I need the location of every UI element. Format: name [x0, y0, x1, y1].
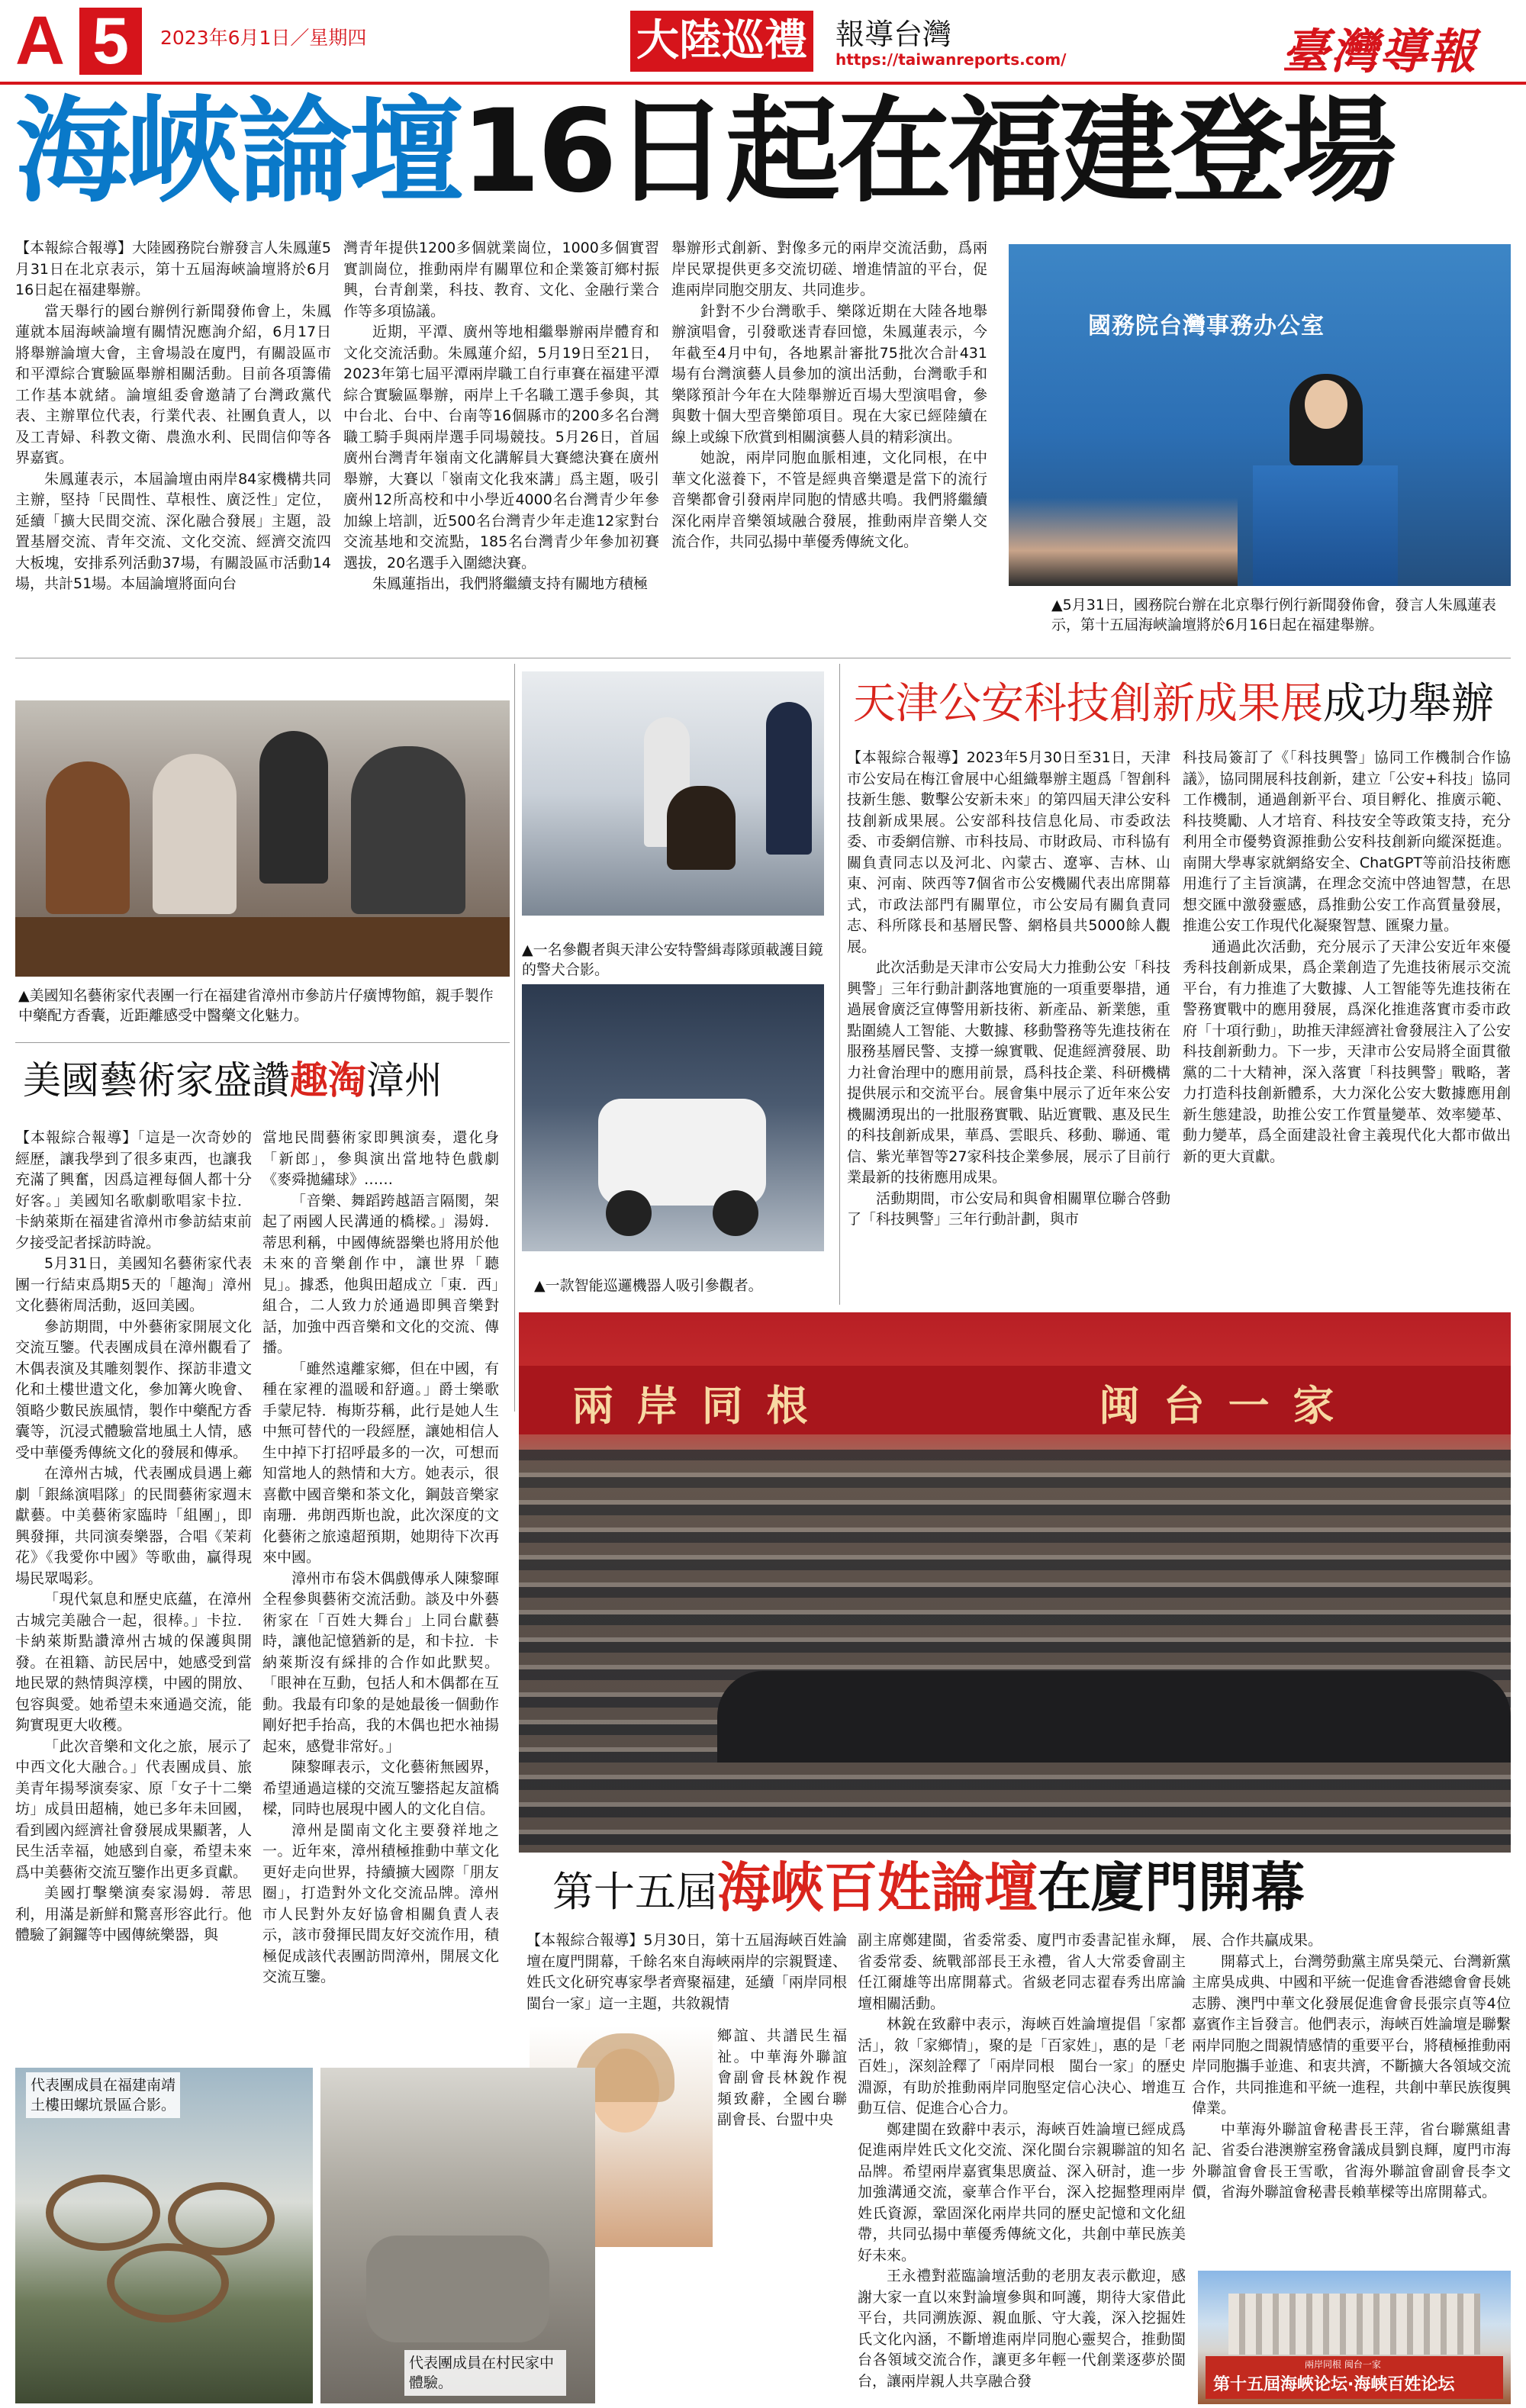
newspaper-logo: 臺灣導報: [1282, 24, 1478, 79]
forum-headline-red: 海峽百姓論壇: [717, 1856, 1038, 1919]
stone-mill-photo: [320, 2068, 595, 2403]
header-rule: [0, 82, 1526, 85]
building-banner-small: 兩岸同根 闽台一家: [1305, 2359, 1381, 2370]
artist-figure-2: [153, 754, 237, 914]
page-number-box: [79, 5, 142, 78]
col-rule-1: [514, 664, 515, 1412]
front-row-guests: [717, 1671, 1511, 1763]
tianjin-headline: [853, 674, 1517, 735]
usa-headline-pre: 美國藝術家盛讚: [23, 1058, 290, 1103]
audience-rows: [519, 1450, 1511, 1853]
spokesperson-face: [1305, 380, 1347, 429]
usa-col1: 【本報綜合報導】「這是一次奇妙的經歷，讓我學到了很多東西，也讓我充滿了興奮，因爲這裡每個人都十分好客。」美國知名歌劇歌唱家卡拉．卡納萊斯在福建省漳州市參訪結束前夕接受記者採訪時說。 5月31日，美國知名藝術家代表團一行結束爲期5天的「趣淘」漳州文化藝術周活動，返回美國。 參訪期間，中外藝術家開展文化交流互鑒。代表團成員在漳州觀看了木偶表演及其雕刻製作、探訪非遺文化和土樓世遺文化，參加篝火晚會、領略少數民族風情，製作中藥配方香囊等，沉浸式體驗當地風土人情，感受中華優秀傳統文化的發展和傳承。 在漳州古城，代表團成員遇上薌劇「銀絲演唱隊」的民間藝術家週末獻藝。中美藝術家臨時「組團」，即興發揮，共同演奏樂器，合唱《茉莉花》《我愛你中國》等歌曲，贏得現場民眾喝彩。 「現代氣息和歷史底蘊，在漳州古城完美融合一起，很棒。」卡拉．卡納萊斯點讚漳州古城的保護與開發。在祖籍、訪民居中，她感受到當地民眾的熱情與淳樸，中國的開放、包容與愛。她希望未來通過交流，能夠實現更大收穫。 「此次音樂和文化之旅，展示了中西文化大融合。」代表團成員、旅美青年揚琴演奏家、原「女子十二樂坊」成員田超楠，她已多年未回國，看到國內經濟社會發展成果顯著，人民生活幸福，她感到自豪，希望未來爲中美藝術交流互鑒作出更多貢獻。 美國打擊樂演奏家湯姆．蒂思利，用滿是新鮮和驚喜形容此行。他體驗了銅鑼等中國傳統樂器，與: [15, 1129, 252, 1943]
tianjin-col2: 科技局簽訂了《「科技興警」協同工作機制合作協議》，協同開展科技創新，建立「公安+科技」協同工作機制，通過創新平台、項目孵化、推廣示範、科技獎勵、人才培育、科技安全等政策支持，充分利用全市優勢資源推動公安科技創新向縱深挺進。南開大學專家就網絡安全、ChatGPT等前沿技術應用進行了主旨演講，在理念交流中啓迪智慧，在思想交匯中激發靈感，爲推動公安工作高質量發展，推進公安工作現代化凝聚智慧、匯聚力量。 通過此次活動，充分展示了天津公安近年來優秀科技創新成果，爲企業創造了先進技術展示交流平台，有力推進了大數據、人工智能等先進技術在警務實戰中的應用發展，爲深化推進落實市委市政府「十項行動」，助推天津經濟社會發展注入了公安科技創新動力。下一步，天津市公安局將全面貫徹黨的二十大精神，深入落實「科技興警」戰略，著力打造科技創新體系，大力深化公安大數據應用創新生態建設，助推公安工作質量變革、效率變革、動力變革，爲全面建設社會主義現代化大都市做出新的更大貢獻。: [1183, 749, 1511, 1165]
tianjin-headline-black: 成功舉辦: [1323, 679, 1494, 729]
main-headline: [15, 85, 1511, 219]
work-table: [15, 917, 510, 977]
brand-line: 報導台灣: [835, 18, 952, 51]
forum-col1-rest: 鄉誼、共譜民生福祉。中華海外聯誼會副會長林銳作視頻致辭，全國台聯副會長、台盟中央: [717, 2027, 847, 2128]
main-headline-black: 16日起在福建登場: [461, 85, 1394, 218]
patrol-robot: [598, 1099, 766, 1206]
section-box: [630, 11, 813, 72]
officer-figure: [766, 702, 812, 855]
podium: [1253, 465, 1398, 586]
artists-sachet-caption: ▲美國知名藝術家代表團一行在福建省漳州市參訪片仔癀博物館，親手製作中藥配方香囊，近距離感受中醫藥文化魅力。: [18, 987, 494, 1024]
artist-figure-1: [46, 761, 130, 914]
rule-2: [15, 1042, 510, 1043]
tianjin-col1: 【本報綜合報導】2023年5月30日至31日，天津市公安局在梅江會展中心組織舉辦主題爲「智創科技新生態、數擊公安新未來」的第四屆天津公安科技創新成果展。公安部科技信息化局、市委政法委、市委網信辦、市科技局、市財政局、市科協有關負責同志以及河北、內蒙古、遼寧、吉林、山東、河南、陝西等7個省市公安機關代表出席開幕式，市政法部門有關單位，市公安局有關負責同志、科所隊長和基層民警、網格員共5000餘人觀展。 此次活動是天津市公安局大力推動公安「科技興警」三年行動計劃落地實施的一項重要舉措，通過展會廣泛宣傳警用新技術、新產品、新業態，重點圍繞人工智能、大數據、移動警務等先進技術在服務基層民警、支撐一線實戰、促進經濟發展、助力社會治理中的應用前景，爲科技企業、科研機構提供展示和交流平台。展會集中展示了近年來公安機關湧現出的一批服務實戰、貼近實戰、惠及民生的科技創新成果，華爲、雲眼兵、移動、聯通、電信、紫光華智等27家科技企業參展，展示了目前行業最新的技術應用成果。 活動期間，市公安局和與會相關單位聯合啓動了「科技興警」三年行動計劃，與市: [847, 749, 1170, 1228]
hall-banner-right: 闽 台 一 家: [1099, 1382, 1339, 1430]
stone-mill: [366, 2236, 549, 2342]
tulou-ring-3: [107, 2243, 229, 2323]
artist-figure-3: [351, 746, 465, 914]
raised-hands: [1009, 497, 1238, 586]
police-dog-photo: [522, 671, 824, 916]
forum-headline-post: 在廈門開幕: [1038, 1856, 1305, 1919]
forum-col3: 展、合作共贏成果。 開幕式上，台灣勞動黨主席吳榮元、台灣新黨主席吳成典、中國和平統一促進會香港總會會長姚志勝、澳門中華文化發展促進會會長張宗貞等4位嘉賓作主旨發言。他們表示，海峽百姓論壇是聯繫兩岸同胞之間親情感情的重要平台，將積極推動兩岸同胞攜手並進、和衷共濟，不斷擴大各領域交流合作，共同推進和平統一進程，共創中華民族復興偉業。 中華海外聯誼會秘書長王萍，省台聯黨組書記、省委台港澳辦室務會議成員劉良輝，廈門市海外聯誼會會長王雪歌，省海外聯誼會副會長李文價，省海外聯誼會秘書長賴華樑等出席開幕式。: [1192, 1932, 1512, 2200]
main-headline-blue: 海峽論壇: [15, 85, 462, 218]
mill-caption: 代表團成員在村民家中體驗。: [404, 2350, 566, 2396]
page-number: 5: [92, 5, 129, 78]
hall-banner-left: 兩 岸 同 根: [572, 1382, 813, 1430]
robot-wheel-right: [713, 1190, 758, 1236]
backdrop-sign: 國務院台灣事務办公室: [1088, 313, 1325, 340]
tulou-photo: [15, 2068, 313, 2403]
press-conference-photo: [1009, 244, 1511, 586]
forum-hall-photo: [519, 1312, 1511, 1853]
patrol-robot-photo: [522, 984, 824, 1251]
article1-col1: 【本報綜合報導】大陸國務院台辦發言人朱鳳蓮5月31日在北京表示，第十五屆海峽論壇將於6月16日起在福建舉辦。 當天舉行的國台辦例行新聞發佈會上，朱鳳蓮就本屆海峽論壇有關情況應詢介紹，6月17日將舉辦論壇大會，主會場設在廈門，有關設區市和平潭綜合實驗區舉辦相關活動。目前各項籌備工作基本就緒。論壇組委會邀請了台灣政黨代表、主辦單位代表，行業代表、社團負責人，以及工青婦、科教文衛、農漁水利、民間信仰等各界嘉賓。 朱鳳蓮表示，本屆論壇由兩岸84家機構共同主辦，堅持「民間性、草根性、廣泛性」定位，延續「擴大民間交流、深化融合發展」主題，設置基層交流、青年交流、文化交流、經濟交流四大板塊，安排系列活動37場，有關設區市活動14場，共計51場。本屆論壇將面向台: [15, 240, 331, 592]
forum-headline-pre: 第十五屆: [552, 1868, 717, 1916]
patrol-robot-caption: ▲一款智能巡邏機器人吸引參觀者。: [534, 1277, 763, 1294]
forum-intro: 【本報綜合報導】5月30日，第十五屆海峽百姓論壇在廈門開幕，千餘名來自海峽兩岸的宗親賢達、姓氏文化研究專家學者齊聚福建，延續「兩岸同根 閩台一家」這一主題，共敘親情: [526, 1932, 862, 2012]
usa-col2: 當地民間藝術家即興演奏，還化身「新郎」，參與演出當地特色戲劇《麥舜拋繡球》…… 「音樂、舞蹈跨越語言隔閡，架起了兩國人民溝通的橋樑。」湯姆．蒂思利稱，中國傳統器樂也將用於他未來的音樂創作中，讓世界「聽見」。據悉，他與田超成立「東．西」組合，二人致力於通過即興音樂對話，加強中西音樂和文化的交流、傳播。 「雖然遠離家鄉，但在中國，有種在家裡的溫暖和舒適。」爵士樂歌手蒙尼特．梅斯芬稱，此行是她人生中無可替代的一段經歷，讓她相信人生中掉下打招呼最多的一次，可想而知當地人的熱情和大方。她表示，很喜歡中國音樂和茶文化，鋼鼓音樂家南珊．弗朗西斯也說，此次深度的文化藝術之旅遠超預期，她期待下次再來中國。 漳州市布袋木偶戲傳承人陳黎暉全程參與藝術交流活動。談及中外藝術家在「百姓大舞台」上同台獻藝時，讓他記憶猶新的是，和卡拉．卡納萊斯沒有綵排的合作如此默契。「眼神在互動，包括人和木偶都在互動。我最有印象的是她最後一個動作剛好把手抬高，我的木偶也把水袖揚起來，感覺非常好。」 陳黎暉表示，文化藝術無國界，希望通過這樣的交流互鑒搭起友誼橋樑，同時也展現中國人的文化自信。 漳州是閩南文化主要發祥地之一。近年來，漳州積極推動中華文化更好走向世界，持續擴大國際「朋友圈」，打造對外文化交流品牌。漳州市人民對外友好協會相關負責人表示，該市發揮民間友好交流作用，積極促成該代表團訪問漳州，開展文化交流互鑒。: [262, 1129, 499, 1985]
artists-sachet-photo: [15, 700, 510, 977]
col-rule-2: [839, 664, 840, 1305]
issue-date: 2023年6月1日／星期四: [160, 27, 367, 49]
usa-headline-red: 趣淘: [290, 1058, 366, 1103]
tulou-caption: 代表團成員在福建南靖土樓田螺坑景區合影。: [26, 2072, 180, 2118]
tulou-ring-1: [46, 2175, 160, 2251]
building-facade: [1228, 2294, 1480, 2355]
robot-wheel-left: [606, 1190, 652, 1236]
forum-col2: 副主席鄭建閩，省委常委、廈門市委書記崔永輝，省委常委、統戰部部長王永禮，省人大常委會副主任江爾雄等出席開幕式。省級老同志翟春秀出席論壇相關活動。 林銳在致辭中表示，海峽百姓論壇提倡「家都活」，敘「家鄉情」，聚的是「百家姓」，惠的是「老百姓」，深刻詮釋了「兩岸同根 閩台一家」的歷史淵源，有助於推動兩岸同胞堅定信心決心、增進互動互信、促進合心合力。 鄭建閩在致辭中表示，海峽百姓論壇已經成爲促進兩岸姓氏文化交流、深化閩台宗親聯誼的知名品牌。希望兩岸嘉賓集思廣益、深入研討，進一步加強溝通交流，豪華合作平台，深入挖掘整理兩岸姓氏資源，鞏固深化兩岸共同的歷史記憶和文化紐帶，共同弘揚中華優秀傳統文化，共創中華民族美好未來。 王永禮對蒞臨論壇活動的老朋友表示歡迎，感謝大家一直以來對論壇參與和呵護，期待大家借此平台，共同溯族源、親血脈、守大義，深入挖掘姓氏文化內涵，不斷增進兩岸同胞心靈契合，推動閩台各領域交流合作，讓更多年輕一代創業逐夢於閩台，讓兩岸親人共享融合發: [858, 1932, 1186, 2390]
article1-col3: 舉辦形式創新、對像多元的兩岸交流活動，爲兩岸民眾提供更多交流切磋、增進情誼的平台，促進兩岸同胞交朋友、共同進步。 針對不少台灣歌手、樂隊近期在大陸各地舉辦演唱會，引發歌迷青春回憶，朱鳳蓮表示，今年截至4月中旬，各地累計審批75批次合計431場有台灣演藝人員參加的演出活動，台灣歌手和樂隊預計今年在大陸舉辦近百場大型演唱會，參與數十個大型音樂節項目。現在大家已經陸續在線上或線下欣賞到相關演藝人員的精彩演出。 她說，兩岸同胞血脈相連，文化同根，在中華文化滋養下，不管是經典音樂還是當下的流行音樂都會引發兩岸同胞的情感共鳴。我們將繼續深化兩岸音樂領域融合發展，推動兩岸音樂人交流合作，共同弘揚中華優秀傳統文化。: [671, 240, 987, 550]
press-conference-caption: ▲5月31日，國務院台辦在北京舉行例行新聞發佈會，發言人朱鳳蓮表示，第十五屆海峽論壇將於6月16日起在福建舉辦。: [1051, 597, 1496, 633]
article1-col2: 灣青年提供1200多個就業崗位，1000多個實習實訓崗位，推動兩岸有關單位和企業簽訂鄉村振興，台青創業，科技、教育、文化、金融行業合作等多項協議。 近期，平潭、廣州等地相繼舉辦兩岸體育和文化交流活動。朱鳳蓮介紹，5月19日至21日，2023年第七屆平潭兩岸職工自行車賽在福建平潭綜合實驗區舉辦，兩岸上千名職工選手參與，其中台北、台中、台南等16個縣市的200多名台灣職工騎手與兩岸選手同場競技。5月26日，首屆廣州台灣青年嶺南文化講解員大賽總決賽在廣州舉辦，大賽以「嶺南文化我來講」爲主題，吸引廣州12所高校和中小學近4000名台灣青少年參加線上培訓，近500名台灣青少年走進12家對台交流基地和交流點，185名台灣青少年參加初賽選拔，20名選手入圍總決賽。 朱鳳蓮指出，我們將繼續支持有關地方積極: [343, 240, 659, 592]
police-dog: [667, 786, 736, 870]
forum-headline: [552, 1856, 1514, 1924]
building-banner-text: 第十五屆海峽论坛·海峡百姓论坛: [1213, 2375, 1455, 2394]
page-header: [0, 0, 1526, 88]
forum-building-photo: [1198, 2271, 1511, 2404]
tianjin-headline-red: 天津公安科技創新成果展: [853, 679, 1323, 729]
brand-url[interactable]: https://taiwanreports.com/: [835, 50, 1067, 69]
section-title: 大陸巡禮: [636, 16, 807, 66]
usa-headline: [23, 1050, 511, 1111]
guide-figure: [259, 731, 328, 884]
police-dog-caption: ▲一名參觀者與天津公安特警緝毒隊頭載護目鏡的警犬合影。: [522, 942, 823, 978]
usa-headline-post: 漳州: [366, 1058, 443, 1103]
page-letter: A: [15, 3, 65, 79]
